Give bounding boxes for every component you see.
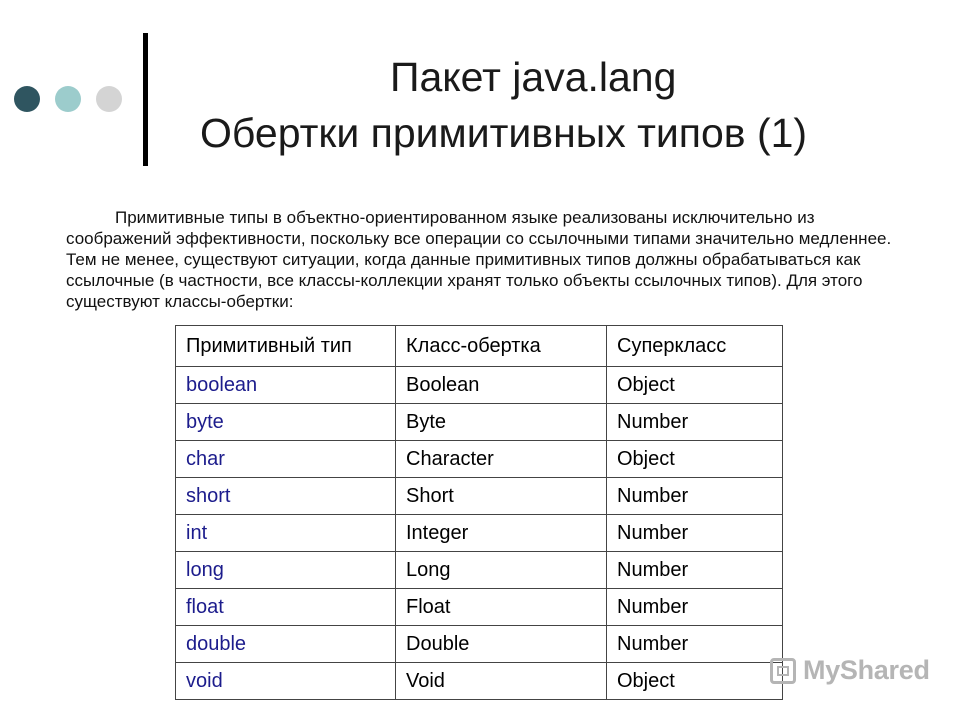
- wrapper-classes-table: [175, 325, 783, 700]
- table-header-row: [176, 326, 783, 367]
- wrapper-class-cell: Boolean: [396, 367, 607, 404]
- intro-paragraph: Примитивные типы в объектно-ориентированном языке реализованы исключительно из соображений эффективности, поскольку все операции со ссылочными типами значительно медленнее. Тем не менее, существуют ситуации, когда данные примитивных типов должны обрабатываться как ссылочные (в частности, все классы-коллекции хранят только объекты ссылочных типов). Для этого существуют классы-обертки:: [66, 208, 892, 311]
- slide-subtitle: Обертки примитивных типов (1): [200, 110, 808, 156]
- wrapper-class-cell: Float: [396, 589, 607, 626]
- table-row: [176, 404, 783, 441]
- wrapper-class-cell: Void: [396, 663, 607, 700]
- wrapper-class-cell: Short: [396, 478, 607, 515]
- primitive-type-cell: byte: [176, 404, 396, 441]
- table-row: [176, 367, 783, 404]
- primitive-type-cell: boolean: [176, 367, 396, 404]
- primitive-type-cell: long: [176, 552, 396, 589]
- superclass-cell: Object: [607, 663, 783, 700]
- superclass-cell: Number: [607, 589, 783, 626]
- table-row: [176, 552, 783, 589]
- header-superclass: Суперкласс: [607, 326, 783, 367]
- decorative-dots: [14, 86, 124, 116]
- superclass-cell: Number: [607, 626, 783, 663]
- primitive-type-cell: char: [176, 441, 396, 478]
- superclass-cell: Object: [607, 441, 783, 478]
- table-row: [176, 589, 783, 626]
- watermark-text: MyShared: [803, 655, 930, 685]
- wrapper-class-cell: Double: [396, 626, 607, 663]
- primitive-type-cell: int: [176, 515, 396, 552]
- table-row: [176, 663, 783, 700]
- superclass-cell: Object: [607, 367, 783, 404]
- superclass-cell: Number: [607, 478, 783, 515]
- primitive-type-cell: double: [176, 626, 396, 663]
- wrapper-class-cell: Integer: [396, 515, 607, 552]
- primitive-type-cell: void: [176, 663, 396, 700]
- slide-title: Пакет java.lang: [390, 54, 677, 100]
- table-row: [176, 626, 783, 663]
- superclass-cell: Number: [607, 404, 783, 441]
- dark-dot-icon: [14, 86, 40, 112]
- header-wrapper-class: Класс-обертка: [396, 326, 607, 367]
- myshared-watermark: [770, 655, 930, 686]
- wrapper-class-cell: Character: [396, 441, 607, 478]
- primitive-type-cell: short: [176, 478, 396, 515]
- superclass-cell: Number: [607, 552, 783, 589]
- monitor-icon: [770, 658, 796, 684]
- superclass-cell: Number: [607, 515, 783, 552]
- header-primitive-type: Примитивный тип: [176, 326, 396, 367]
- gray-dot-icon: [96, 86, 122, 112]
- wrapper-class-cell: Long: [396, 552, 607, 589]
- teal-dot-icon: [55, 86, 81, 112]
- primitive-type-cell: float: [176, 589, 396, 626]
- title-divider: [143, 33, 148, 166]
- table-row: [176, 515, 783, 552]
- table-row: [176, 441, 783, 478]
- wrapper-class-cell: Byte: [396, 404, 607, 441]
- table-row: [176, 478, 783, 515]
